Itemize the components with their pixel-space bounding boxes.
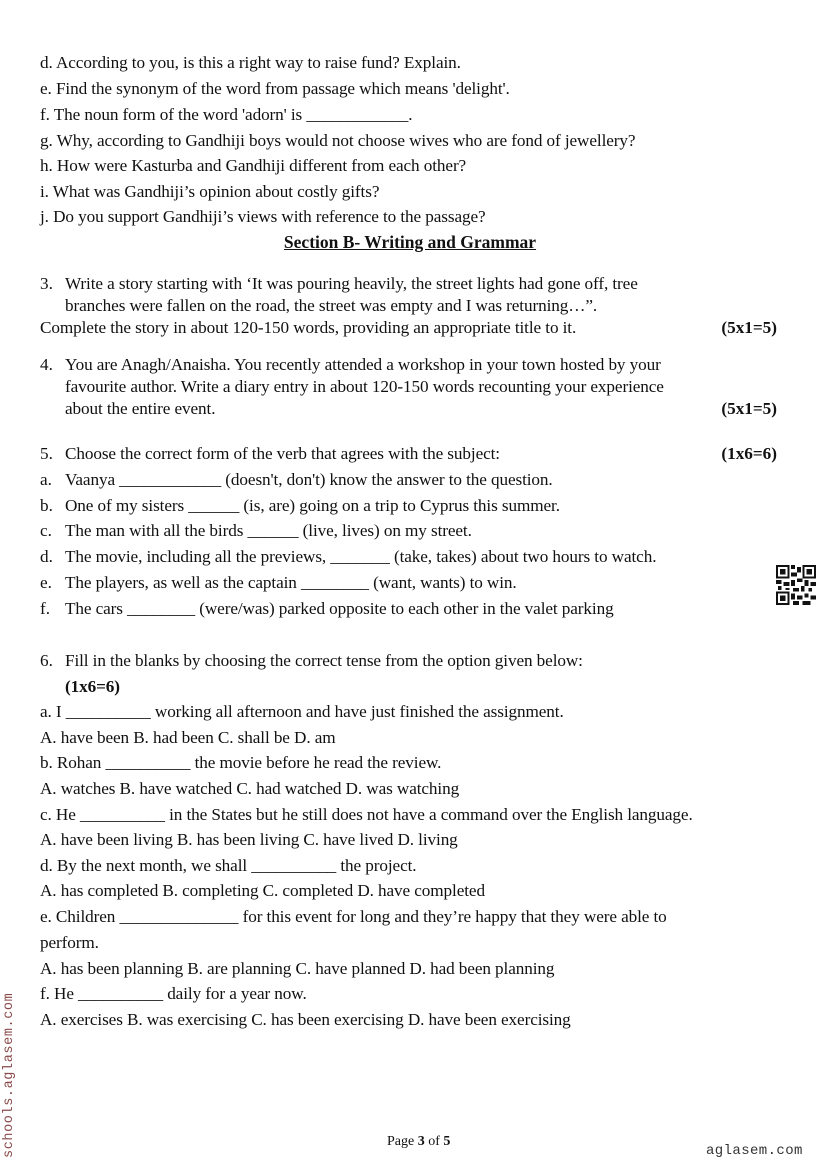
item-label: f.: [40, 105, 50, 124]
item-label: e.: [40, 79, 52, 98]
page-current: 3: [417, 1134, 425, 1149]
q5e-text: The players, as well as the captain ________ (want, wants) to win.: [65, 573, 517, 592]
q5d-label: d.: [40, 547, 53, 566]
q6-prompt: Fill in the blanks by choosing the correct tense from the option given below:: [65, 651, 583, 670]
q5a-text: Vaanya ____________ (doesn't, don't) know the answer to the question.: [65, 470, 553, 489]
q6-line: b. Rohan __________ the movie before he read the review.: [40, 753, 442, 772]
q6-line: A. have been B. had been C. shall be D. am: [40, 728, 336, 747]
question-3f: [40, 104, 412, 126]
question-3g: [40, 130, 635, 152]
qr-code-icon: [776, 565, 816, 605]
item-label: h.: [40, 156, 53, 175]
q5e-label: e.: [40, 573, 52, 592]
q3-line-2: branches were fallen on the road, the street was empty and I was returning…”.: [65, 296, 598, 315]
q5d-text: The movie, including all the previews, _______ (take, takes) about two hours to watch.: [65, 547, 657, 566]
q6-line: a. I __________ working all afternoon and have just finished the assignment.: [40, 702, 564, 721]
q6-line: perform.: [40, 933, 99, 952]
item-text: Do you support Gandhiji’s views with reference to the passage?: [53, 207, 486, 226]
q5f-label: f.: [40, 599, 51, 618]
q4-number: 4.: [40, 355, 53, 374]
q5c-label: c.: [40, 521, 52, 540]
item-label: j.: [40, 207, 49, 226]
q6-line: A. have been living B. has been living C. have lived D. living: [40, 830, 458, 849]
page-prefix: Page: [387, 1134, 418, 1149]
q3-line-3: Complete the story in about 120-150 words, providing an appropriate title to it.: [40, 318, 577, 337]
q6-line: A. watches B. have watched C. had watched D. was watching: [40, 779, 460, 798]
item-text: What was Gandhiji’s opinion about costly gifts?: [52, 182, 380, 201]
q6-line: e. Children ______________ for this event for long and they’re happy that they were able to: [40, 907, 667, 926]
question-3i: [40, 181, 379, 203]
item-text: According to you, is this a right way to raise fund? Explain.: [55, 53, 461, 72]
q5f-text: The cars ________ (were/was) parked opposite to each other in the valet parking: [65, 599, 614, 618]
q6-line: d. By the next month, we shall __________ the project.: [40, 856, 417, 875]
question-3h: [40, 155, 466, 177]
q3-number: 3.: [40, 274, 53, 293]
q6-line: A. has completed B. completing C. completed D. have completed: [40, 881, 485, 900]
item-label: d.: [40, 53, 53, 72]
q5-prompt: Choose the correct form of the verb that agrees with the subject:: [65, 444, 500, 463]
item-label: g.: [40, 131, 53, 150]
side-watermark: schools.aglasem.com: [2, 992, 17, 1158]
q4-marks: (5x1=5): [721, 399, 777, 418]
q3-marks: (5x1=5): [721, 318, 777, 337]
q4-line-1: You are Anagh/Anaisha. You recently attended a workshop in your town hosted by your: [65, 355, 661, 374]
item-text: Find the synonym of the word from passage which means 'delight'.: [55, 79, 510, 98]
item-text: How were Kasturba and Gandhiji different from each other?: [56, 156, 467, 175]
q5-number: 5.: [40, 444, 53, 463]
q6-number: 6.: [40, 651, 53, 670]
q4-line-2: favourite author. Write a diary entry in about 120-150 words recounting your experience: [65, 377, 664, 396]
question-3j: [40, 206, 486, 228]
q5a-label: a.: [40, 470, 52, 489]
q6-line: c. He __________ in the States but he still does not have a command over the English language.: [40, 805, 693, 824]
page-total: 5: [443, 1134, 451, 1149]
brand-watermark: aglasem.com: [706, 1143, 803, 1159]
q4-line-3: about the entire event.: [65, 399, 216, 418]
item-label: i.: [40, 182, 49, 201]
q3-line-1: Write a story starting with ‘It was pouring heavily, the street lights had gone off, tree: [65, 274, 638, 293]
item-text: The noun form of the word 'adorn' is ____________.: [53, 105, 413, 124]
question-3d: [40, 52, 461, 74]
q6-line: f. He __________ daily for a year now.: [40, 984, 307, 1003]
q6-line: A. exercises B. was exercising C. has been exercising D. have been exercising: [40, 1010, 571, 1029]
question-3e: [40, 78, 510, 100]
q5b-text: One of my sisters ______ (is, are) going on a trip to Cyprus this summer.: [65, 496, 560, 515]
section-b-title: Section B- Writing and Grammar: [283, 232, 537, 252]
page-of: of: [424, 1134, 444, 1149]
q5c-text: The man with all the birds ______ (live, lives) on my street.: [65, 521, 472, 540]
item-text: Why, according to Gandhiji boys would not choose wives who are fond of jewellery?: [56, 131, 636, 150]
q5-marks: (1x6=6): [721, 444, 777, 463]
page-number: [387, 1134, 450, 1150]
q6-line: A. has been planning B. are planning C. have planned D. had been planning: [40, 959, 555, 978]
q6-marks: (1x6=6): [65, 677, 120, 696]
q5b-label: b.: [40, 496, 53, 515]
